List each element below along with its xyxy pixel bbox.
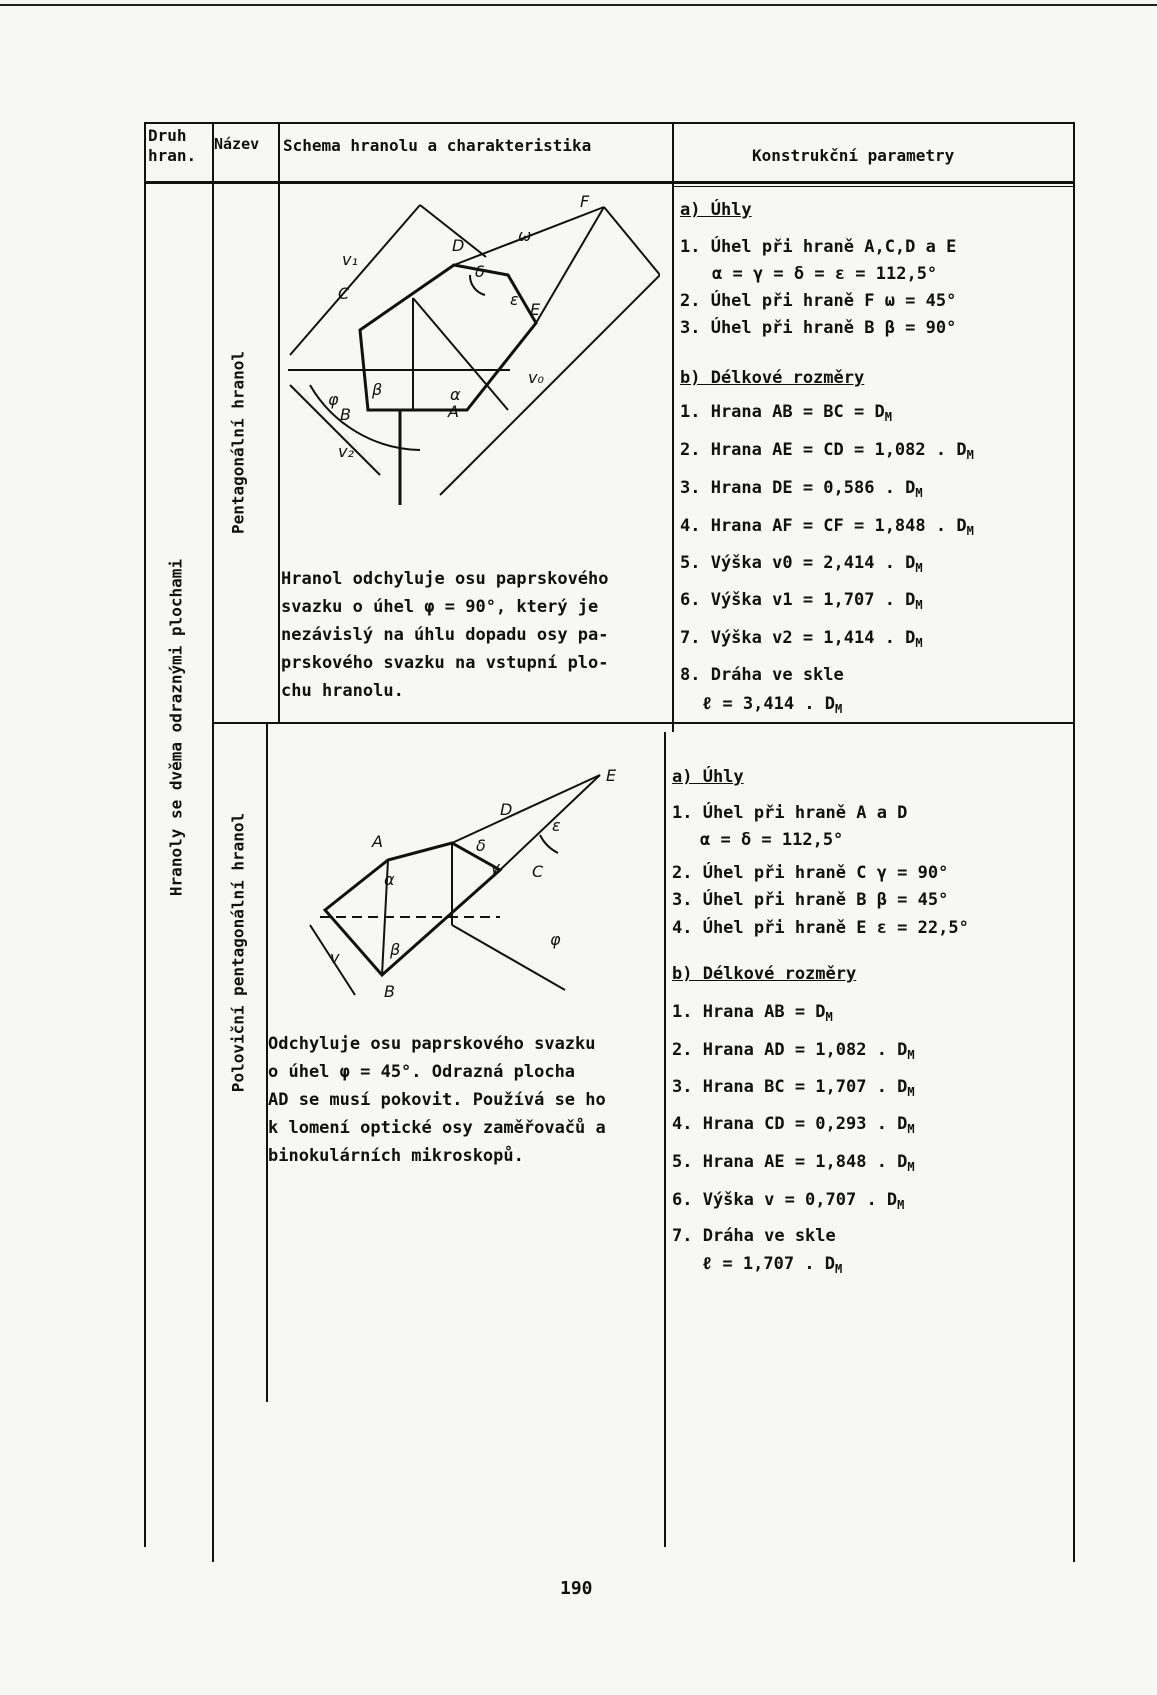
svg-text:α: α [384,870,395,889]
svg-text:E: E [530,300,541,319]
row2-length-2: 2. Hrana AD = 1,082 . $D_M$ [672,1040,915,1062]
header-bottom-line [145,181,1075,184]
row1-angle-3: 3. Úhel při hraně B β = 90° [680,318,957,338]
row1-length-4: 4. Hrana AF = CF = 1,848 . $D_M$ [680,516,974,538]
svg-text:φ: φ [550,930,561,949]
row1-length-5: 5. Výška v0 = 2,414 . $D_M$ [680,553,923,575]
row1-angle-1: 1. Úhel při hraně A,C,D a E [680,237,957,257]
svg-text:ε: ε [510,290,519,309]
svg-text:D: D [500,800,513,819]
svg-text:γ: γ [490,858,500,877]
row2-length-3: 3. Hrana BC = 1,707 . $D_M$ [672,1077,915,1099]
row1-length-6: 6. Výška v1 = 1,707 . $D_M$ [680,590,923,612]
col-line-4 [672,122,674,732]
row2-length-5: 5. Hrana AE = 1,848 . $D_M$ [672,1152,915,1174]
header-col1-line2: hran. [148,146,197,165]
svg-text:β: β [372,380,383,399]
row2-angle-1b: α = δ = 112,5° [700,830,844,850]
svg-text:δ: δ [475,262,485,281]
page-number: 190 [560,1578,593,1599]
svg-text:B: B [384,982,395,1001]
svg-text:v₀: v₀ [528,368,544,387]
svg-text:C: C [338,284,350,303]
col-line-1 [144,122,146,1547]
header-col2: Název [214,135,260,153]
col-line-2 [212,122,214,1562]
row2-description: Odchyluje osu paprskového svazku o úhel φ = 45°. Odrazná plocha AD se musí pokovit. Používá se ho k lomení optické osy zaměřovačů a binokulárních mikroskopů. [268,1034,606,1166]
row2-name: Poloviční pentagonální hranol [228,812,248,1093]
row1-angle-1b: α = γ = δ = ε = 112,5° [712,264,938,284]
row1-angle-2: 2. Úhel při hraně F ω = 45° [680,291,957,311]
svg-text:A: A [372,832,383,851]
header-col1-line1: Druh [148,126,187,145]
row1-length-3: 3. Hrana DE = 0,586 . $D_M$ [680,478,923,500]
top-border [0,4,1157,6]
svg-text:C: C [532,862,544,881]
row1-length-8b: ℓ = 3,414 . $D_M$ [702,694,843,716]
row2-angle-1: 1. Úhel při hraně A a D [672,803,908,823]
svg-text:α: α [450,385,461,404]
svg-text:β: β [390,940,401,959]
header-col4: Konstrukční parametry [752,146,955,165]
header-col3: Schema hranolu a charakteristika [283,136,592,155]
row2-angle-3: 3. Úhel při hraně B β = 45° [672,890,949,910]
svg-text:δ: δ [476,836,486,855]
row2-length-7: 7. Dráha ve skle [672,1226,836,1246]
row1-angles-heading: a) Úhly [680,200,752,220]
header-bottom-line-2 [672,186,1075,187]
svg-text:ε: ε [552,816,561,835]
row2-angle-2: 2. Úhel při hraně C γ = 90° [672,863,949,883]
row2-length-7b: ℓ = 1,707 . $D_M$ [702,1254,843,1276]
svg-text:A: A [448,402,459,421]
pentagonal-prism-diagram [280,195,660,535]
svg-text:v: v [330,948,340,967]
svg-text:B: B [340,405,351,424]
row1-length-1: 1. Hrana AB = BC = $D_M$ [680,402,892,424]
svg-text:D: D [452,236,465,255]
col-line-5 [1073,122,1075,1562]
row1-length-2: 2. Hrana AE = CD = 1,082 . $D_M$ [680,440,974,462]
row2-length-4: 4. Hrana CD = 0,293 . $D_M$ [672,1114,915,1136]
svg-text:ω: ω [518,226,532,245]
row2-angles-heading: a) Úhly [672,767,744,787]
row2-lengths-heading: b) Délkové rozměry [672,964,857,984]
row-separator [212,722,1075,724]
row2-length-1: 1. Hrana AB = $D_M$ [672,1002,833,1024]
row2-length-6: 6. Výška v = 0,707 . $D_M$ [672,1190,905,1212]
row1-length-8: 8. Dráha ve skle [680,665,844,685]
group-label: Hranoly se dvěma odraznými plochami [166,558,186,897]
svg-text:E: E [606,766,617,785]
svg-text:v₂: v₂ [338,442,354,461]
svg-text:φ: φ [328,390,339,409]
svg-text:F: F [580,195,590,211]
row1-length-7: 7. Výška v2 = 1,414 . $D_M$ [680,628,923,650]
col-line-4b [664,732,666,1547]
row2-angle-4: 4. Úhel při hraně E ε = 22,5° [672,918,969,938]
row1-name: Pentagonální hranol [228,350,248,535]
row1-lengths-heading: b) Délkové rozměry [680,368,865,388]
half-pentagonal-prism-diagram [300,765,630,1015]
row1-description: Hranol odchyluje osu paprskového svazku o úhel φ = 90°, který je nezávislý na úhlu dopadu osy pa- prskového svazku na vstupní plo- chu hranolu. [281,569,609,701]
header-top-line [145,122,1075,124]
svg-text:v₁: v₁ [342,250,358,269]
